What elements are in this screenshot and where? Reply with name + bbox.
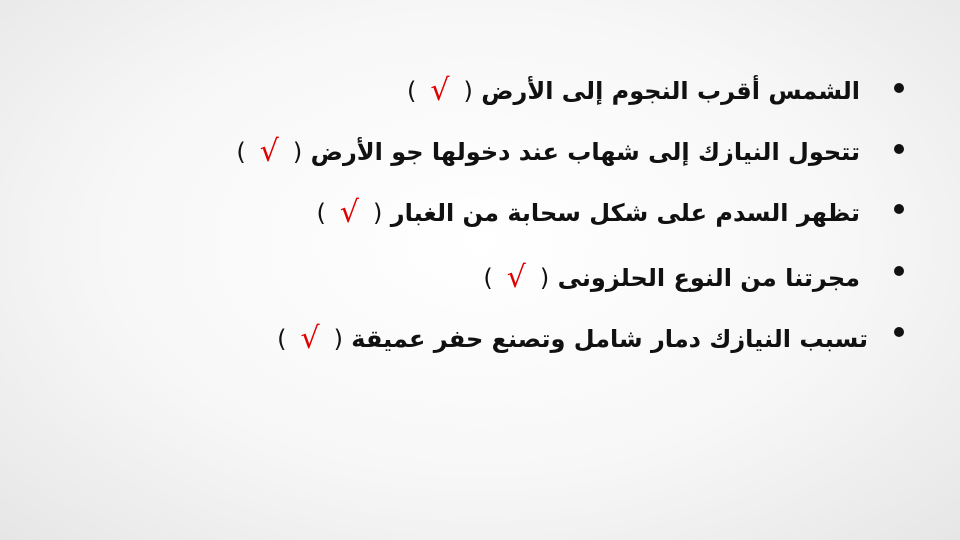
bullet-icon bbox=[894, 83, 904, 93]
check-mark: √ bbox=[506, 260, 526, 295]
open-paren: ( bbox=[333, 325, 343, 353]
open-paren: ( bbox=[539, 264, 550, 292]
check-mark: √ bbox=[339, 195, 360, 230]
close-paren: ) bbox=[236, 138, 246, 166]
close-paren: ) bbox=[406, 77, 417, 105]
statement-text: تظهر السدم على شكل سحابة من الغبار bbox=[390, 199, 860, 227]
statement-text: تسبب النيازك دمار شامل وتصنع حفر عميقة bbox=[351, 325, 868, 353]
bullet-icon bbox=[894, 204, 904, 214]
close-paren: ) bbox=[316, 199, 326, 227]
check-mark: √ bbox=[259, 134, 279, 169]
check-mark: √ bbox=[300, 321, 320, 356]
statement-row bbox=[317, 196, 860, 228]
check-mark: √ bbox=[430, 73, 450, 108]
bullet-icon bbox=[894, 144, 904, 154]
open-paren: ( bbox=[373, 199, 383, 227]
bullet-icon bbox=[894, 327, 904, 337]
statement-row bbox=[277, 322, 868, 354]
bullet-icon bbox=[894, 266, 904, 276]
statement-text: مجرتنا من النوع الحلزونى bbox=[557, 264, 860, 292]
statement-row bbox=[483, 261, 860, 293]
statement-row bbox=[236, 135, 860, 167]
close-paren: ) bbox=[483, 264, 493, 292]
statement-row bbox=[407, 74, 860, 106]
close-paren: ) bbox=[277, 325, 287, 353]
statement-text: الشمس أقرب النجوم إلى الأرض bbox=[481, 77, 860, 105]
open-paren: ( bbox=[292, 138, 303, 166]
statement-text: تتحول النيازك إلى شهاب عند دخولها جو الأرض bbox=[310, 138, 860, 166]
open-paren: ( bbox=[463, 77, 473, 105]
